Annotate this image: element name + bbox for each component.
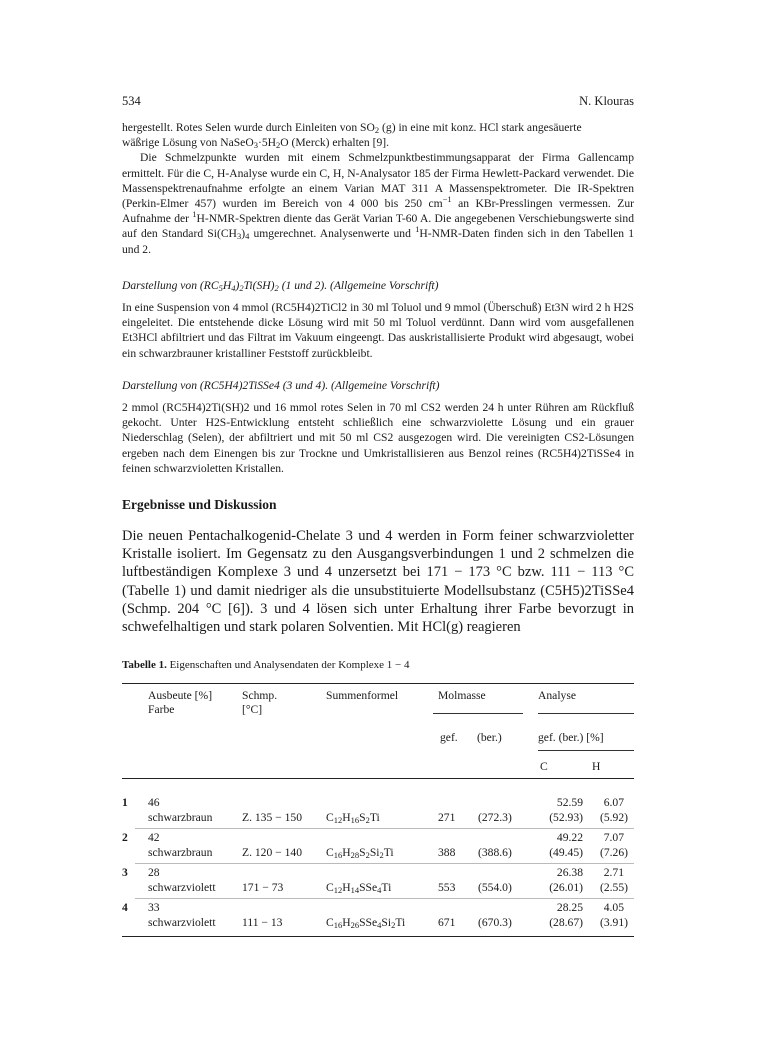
h-found: 2.71 [603, 866, 624, 879]
yield: 46 [148, 796, 160, 809]
molmasse-rule [433, 713, 523, 714]
mm-found: 271 [438, 811, 456, 824]
row-number: 4 [122, 901, 128, 914]
row-number: 2 [122, 831, 128, 844]
mm-found: 553 [438, 881, 456, 894]
h-calc: (7.26) [599, 846, 628, 859]
col-gef: gef. [440, 731, 458, 744]
section1-body: In eine Suspension von 4 mmol (RC5H4)2TiCl2 in 30 ml Toluol und 9 mmol (Überschuß) Et3N wird 2 h H2S eingeleitet. Die entstehende dicke Lösung wird mit 50 ml Toluol verdünnt. Dann wird vom ausgefallenen Et3HCl abfiltriert und das Filtrat im Vakuum eingeengt. Das auskristallisierte Produkt wird abgesaugt, wobei ein schwarzbrauner kristalliner Feststoff zurückbleibt. [122, 301, 634, 360]
h-calc: (2.55) [599, 881, 628, 894]
formula: $C_{12}H_{16}S_2Ti$ [326, 811, 380, 825]
c-calc: (52.93) [549, 811, 583, 824]
formula: $C_{16}H_{26}SSe_4Si_2Ti$ [326, 916, 406, 930]
h-found: 7.07 [603, 831, 624, 844]
yield: 33 [148, 901, 160, 914]
col-molmasse: Molmasse [438, 689, 486, 702]
methods-text: hergestellt. Rotes Selen wurde durch Einleiten von $SO_2$ (g) in eine mit konz. HCl stark angesäuerte wäßrige Lösung von $NaSeO_3\cdot 5H_2O$ (Merck) erhalten [9]. Die Schmelzpunkte wurden mit einem Schmelzpunktbestimmungsapparat der Firma Gallencamp ermittelt. Für die C, H-Analyse wurde ein C, H, N-Analysator 185 der Firma Hewlett-Packard verwendet. Die Massenspektrenaufnahme erfolgte an einem Varian MAT 311 A Massenspektrometer. Die IR-Spektren (Perkin-Elmer 457) wurden im Bereich von 4 000 bis 250 $cm^{-1}$ an KBr-Presslingen vermessen. Zur Aufnahme der $^1$H-NMR-Spektren diente das Gerät Varian T-60 A. Die angegebenen Verschiebungswerte sind auf den Standard $Si(CH_3)_4$ umgerechnet. Analysenwerte und $^1$H-NMR-Daten finden sich in den Tabellen 1 und 2. [122, 121, 634, 256]
row-divider [135, 828, 634, 829]
c-calc: (28.67) [549, 916, 583, 929]
c-found: 26.38 [556, 866, 583, 879]
table-caption: Tabelle 1. Eigenschaften und Analysendaten der Komplexe 1 − 4 [122, 659, 410, 671]
melting-point: Z. 120 − 140 [242, 846, 302, 859]
color: schwarzviolett [148, 916, 216, 929]
melting-point: 171 − 73 [242, 881, 284, 894]
formula: $C_{12}H_{14}SSe_4Ti$ [326, 881, 392, 895]
yield: 28 [148, 866, 160, 879]
mm-calc: (554.0) [478, 881, 512, 894]
color: schwarzbraun [148, 846, 213, 859]
col-c: C [540, 760, 548, 773]
row-divider [135, 898, 634, 899]
c-calc: (49.45) [549, 846, 583, 859]
table-top-rule [122, 683, 634, 684]
c-found: 28.25 [556, 901, 583, 914]
c-found: 52.59 [556, 796, 583, 809]
col-farbe: Farbe [148, 703, 175, 716]
mm-found: 388 [438, 846, 456, 859]
results-body: Die neuen Pentachalkogenid-Chelate 3 und 4 werden in Form feiner schwarzvioletter Kristalle isoliert. Im Gegensatz zu den Ausgangsverbindungen 1 und 2 schmelzen die luftbeständigen Komplexe 3 und 4 unzersetzt bei 171 − 173 °C bzw. 111 − 113 °C (Tabelle 1) und damit niedriger als die unsubstituierte Modellsubstanz (C5H5)2TiSSe4 (Schmp. 204 °C [6]). 3 und 4 lösen sich unter Erhaltung ihrer Farbe bevorzugt in schwefelhaltigen und stark polaren Solventien. Mit HCl(g) reagieren [122, 528, 634, 636]
c-found: 49.22 [556, 831, 583, 844]
c-calc: (26.01) [549, 881, 583, 894]
table-bottom-rule [122, 936, 634, 937]
h-calc: (3.91) [599, 916, 628, 929]
h-found: 4.05 [603, 901, 624, 914]
col-h: H [592, 760, 601, 773]
row-number: 3 [122, 866, 128, 879]
section2-body: 2 mmol (RC5H4)2Ti(SH)2 und 16 mmol rotes Selen in 70 ml CS2 werden 24 h unter Rühren am Rückfluß gekocht. Unter H2S-Entwicklung entsteht schließlich eine schwarzviolette Lösung und ein grauer Niederschlag (Selen), der abfiltriert und mit 50 ml CS2 ausgezogen wird. Die vereinigten CS2-Lösungen ergeben nach dem Einengen bis zur Trockne und Umkristallisieren aus Benzol reines (RC5H4)2TiSSe4 in feinen schwarzvioletten Kristallen. [122, 401, 634, 475]
section1-title: Darstellung von $(RC_5H_4)_2Ti(SH)_2$ (1 und 2). (Allgemeine Vorschrift) [122, 279, 439, 293]
running-author: N. Klouras [579, 94, 634, 108]
col-analyse: Analyse [538, 689, 576, 702]
mm-calc: (388.6) [478, 846, 512, 859]
table-header-rule [122, 778, 634, 779]
analyse-rule [538, 713, 634, 714]
col-analyse-sub: gef. (ber.) [%] [538, 731, 604, 744]
row-divider [135, 863, 634, 864]
col-schmp: Schmp. [242, 689, 278, 702]
col-schmp-unit: [°C] [242, 703, 263, 716]
col-summenformel: Summenformel [326, 689, 399, 702]
formula: $C_{16}H_{28}S_2Si_2Ti$ [326, 846, 394, 860]
results-heading: Ergebnisse und Diskussion [122, 497, 277, 512]
mm-calc: (272.3) [478, 811, 512, 824]
h-calc: (5.92) [599, 811, 628, 824]
section2-title: Darstellung von (RC5H4)2TiSSe4 (3 und 4). (Allgemeine Vorschrift) [122, 379, 440, 392]
yield: 42 [148, 831, 160, 844]
melting-point: 111 − 13 [242, 916, 283, 929]
melting-point: Z. 135 − 150 [242, 811, 302, 824]
analyse-sub-rule [538, 750, 634, 751]
mm-calc: (670.3) [478, 916, 512, 929]
col-ber: (ber.) [477, 731, 502, 744]
col-ausbeute: Ausbeute [%] [148, 689, 213, 702]
h-found: 6.07 [603, 796, 624, 809]
row-number: 1 [122, 796, 128, 809]
page-number: 534 [122, 94, 141, 108]
mm-found: 671 [438, 916, 456, 929]
color: schwarzviolett [148, 881, 216, 894]
color: schwarzbraun [148, 811, 213, 824]
